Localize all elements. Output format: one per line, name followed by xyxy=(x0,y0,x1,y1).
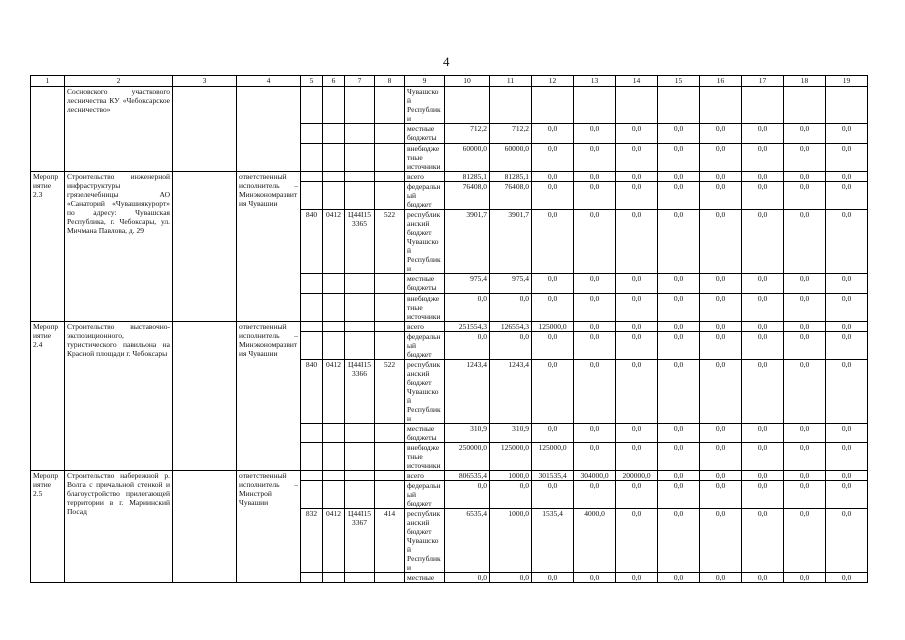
code-cell xyxy=(345,294,375,322)
amount-cell: 0,0 xyxy=(658,471,700,481)
amount-cell: 0,0 xyxy=(532,210,574,274)
amount-cell: 0,0 xyxy=(658,274,700,294)
amount-cell: 0,0 xyxy=(700,509,742,573)
column-header: 13 xyxy=(574,76,616,87)
column-header: 10 xyxy=(445,76,490,87)
amount-cell: 0,0 xyxy=(700,443,742,471)
amount-cell: 0,0 xyxy=(616,210,658,274)
measure-name: Сосновского участкового лесничества КУ «Чебоксарское лесничество» xyxy=(65,87,173,172)
amount-cell xyxy=(742,87,784,124)
amount-cell: 0,0 xyxy=(826,294,868,322)
amount-cell: 0,0 xyxy=(574,443,616,471)
column-header: 3 xyxy=(173,76,237,87)
amount-cell: 0,0 xyxy=(826,509,868,573)
amount-cell: 0,0 xyxy=(784,481,826,509)
amount-cell: 0,0 xyxy=(658,144,700,172)
amount-cell: 0,0 xyxy=(826,172,868,182)
column-header: 16 xyxy=(700,76,742,87)
amount-cell: 0,0 xyxy=(532,182,574,210)
measure-name: Строительство набережной р. Волга с причальной стенкой и благоустройство прилегающей территории в г. Мариинский Посад xyxy=(65,471,173,583)
code-cell xyxy=(301,443,323,471)
amount-cell: 712,2 xyxy=(490,124,532,144)
coexecutor-cell xyxy=(173,87,237,172)
column-header: 4 xyxy=(237,76,301,87)
amount-cell: 0,0 xyxy=(658,332,700,360)
amount-cell: 0,0 xyxy=(826,332,868,360)
amount-cell: 0,0 xyxy=(826,360,868,424)
measure-id: Мероприятие 2.3 xyxy=(31,172,65,322)
amount-cell: 1000,0 xyxy=(490,471,532,481)
vr-code: 414 xyxy=(375,509,405,573)
amount-cell: 0,0 xyxy=(616,481,658,509)
funding-source: республиканский бюджет Чувашской Республики xyxy=(405,509,445,573)
amount-cell: 0,0 xyxy=(742,274,784,294)
amount-cell: 0,0 xyxy=(445,481,490,509)
amount-cell: 0,0 xyxy=(700,294,742,322)
amount-cell xyxy=(826,87,868,124)
measure-name: Строительство инженерной инфраструктуры грязелечебницы АО «Санаторий «Чувашиякурорт» по адресу: Чувашская Республика, г. Чебоксары, ул. Мичмана Павлова, д. 29 xyxy=(65,172,173,322)
code-cell xyxy=(301,471,323,481)
amount-cell: 301535,4 xyxy=(532,471,574,481)
amount-cell: 0,0 xyxy=(574,144,616,172)
amount-cell: 0,0 xyxy=(532,144,574,172)
amount-cell: 0,0 xyxy=(658,322,700,332)
code-cell xyxy=(345,322,375,332)
amount-cell: 250000,0 xyxy=(445,443,490,471)
code-cell xyxy=(301,124,323,144)
amount-cell: 0,0 xyxy=(532,360,574,424)
csr-code: Ц44І15 3365 xyxy=(345,210,375,274)
column-header: 7 xyxy=(345,76,375,87)
amount-cell: 125000,0 xyxy=(490,443,532,471)
amount-cell: 0,0 xyxy=(658,172,700,182)
amount-cell: 0,0 xyxy=(826,182,868,210)
code-cell xyxy=(301,573,323,583)
amount-cell: 6535,4 xyxy=(445,509,490,573)
amount-cell: 0,0 xyxy=(574,360,616,424)
amount-cell: 0,0 xyxy=(784,360,826,424)
amount-cell: 0,0 xyxy=(574,481,616,509)
code-cell xyxy=(375,424,405,443)
funding-source: республиканский бюджет Чувашской Республики xyxy=(405,210,445,274)
amount-cell: 0,0 xyxy=(658,124,700,144)
amount-cell: 0,0 xyxy=(742,573,784,583)
funding-source: федеральный бюджет xyxy=(405,182,445,210)
amount-cell: 0,0 xyxy=(784,210,826,274)
amount-cell: 0,0 xyxy=(742,471,784,481)
column-header: 11 xyxy=(490,76,532,87)
executor-cell: ответственный исполнитель – Минстрой Чувашии xyxy=(237,471,301,583)
rz-code: 0412 xyxy=(323,509,345,573)
amount-cell: 0,0 xyxy=(574,573,616,583)
amount-cell: 81285,1 xyxy=(445,172,490,182)
funding-source: внебюджетные источники xyxy=(405,144,445,172)
amount-cell: 0,0 xyxy=(532,573,574,583)
measure-id: Мероприятие 2.4 xyxy=(31,322,65,471)
code-cell xyxy=(345,124,375,144)
amount-cell: 1000,0 xyxy=(490,509,532,573)
amount-cell: 0,0 xyxy=(700,424,742,443)
csr-code: Ц44І15 3366 xyxy=(345,360,375,424)
table-row xyxy=(31,322,868,332)
amount-cell: 0,0 xyxy=(700,172,742,182)
funding-source: всего xyxy=(405,172,445,182)
amount-cell: 0,0 xyxy=(574,332,616,360)
code-cell xyxy=(375,443,405,471)
code-cell xyxy=(323,182,345,210)
amount-cell: 1243,4 xyxy=(445,360,490,424)
code-cell xyxy=(375,172,405,182)
vr-code: 522 xyxy=(375,360,405,424)
amount-cell: 1535,4 xyxy=(532,509,574,573)
amount-cell: 0,0 xyxy=(826,443,868,471)
amount-cell: 0,0 xyxy=(658,360,700,424)
amount-cell: 0,0 xyxy=(616,294,658,322)
amount-cell: 0,0 xyxy=(616,360,658,424)
amount-cell: 0,0 xyxy=(700,360,742,424)
code-cell xyxy=(375,481,405,509)
amount-cell: 0,0 xyxy=(826,322,868,332)
amount-cell: 200000,0 xyxy=(616,471,658,481)
funding-source: федеральный бюджет xyxy=(405,332,445,360)
amount-cell: 0,0 xyxy=(490,573,532,583)
code-cell xyxy=(323,172,345,182)
funding-source: всего xyxy=(405,322,445,332)
amount-cell xyxy=(445,87,490,124)
rz-code: 0412 xyxy=(323,210,345,274)
amount-cell: 806535,4 xyxy=(445,471,490,481)
executor-cell: ответственный исполнитель – Минэкономразвития Чувашии xyxy=(237,172,301,322)
amount-cell: 0,0 xyxy=(574,424,616,443)
amount-cell: 0,0 xyxy=(742,360,784,424)
amount-cell: 0,0 xyxy=(700,124,742,144)
amount-cell xyxy=(700,87,742,124)
vr-code: 522 xyxy=(375,210,405,274)
code-cell xyxy=(375,182,405,210)
code-cell xyxy=(323,481,345,509)
amount-cell: 251554,3 xyxy=(445,322,490,332)
amount-cell: 0,0 xyxy=(616,332,658,360)
code-cell xyxy=(323,443,345,471)
amount-cell: 0,0 xyxy=(826,274,868,294)
grbs-code: 840 xyxy=(301,360,323,424)
amount-cell: 0,0 xyxy=(658,182,700,210)
amount-cell: 0,0 xyxy=(616,144,658,172)
amount-cell: 0,0 xyxy=(826,471,868,481)
amount-cell: 0,0 xyxy=(658,481,700,509)
code-cell xyxy=(375,322,405,332)
measure-id: Мероприятие 2.5 xyxy=(31,471,65,583)
funding-source: федеральный бюджет xyxy=(405,481,445,509)
amount-cell xyxy=(490,87,532,124)
coexecutor-cell xyxy=(173,322,237,471)
amount-cell: 0,0 xyxy=(574,274,616,294)
code-cell xyxy=(323,124,345,144)
amount-cell: 0,0 xyxy=(616,509,658,573)
amount-cell: 0,0 xyxy=(784,471,826,481)
column-header: 19 xyxy=(826,76,868,87)
budget-table xyxy=(30,75,868,583)
amount-cell: 0,0 xyxy=(574,124,616,144)
amount-cell: 0,0 xyxy=(700,481,742,509)
page-number: 4 xyxy=(443,54,450,69)
code-cell xyxy=(345,471,375,481)
amount-cell: 0,0 xyxy=(784,443,826,471)
grbs-code: 840 xyxy=(301,210,323,274)
amount-cell: 0,0 xyxy=(616,573,658,583)
amount-cell: 0,0 xyxy=(700,471,742,481)
amount-cell: 0,0 xyxy=(532,274,574,294)
amount-cell: 0,0 xyxy=(742,182,784,210)
code-cell xyxy=(323,424,345,443)
amount-cell: 0,0 xyxy=(490,332,532,360)
amount-cell: 0,0 xyxy=(616,443,658,471)
funding-source: местные бюджеты xyxy=(405,124,445,144)
amount-cell: 0,0 xyxy=(616,172,658,182)
amount-cell: 126554,3 xyxy=(490,322,532,332)
amount-cell: 0,0 xyxy=(742,294,784,322)
amount-cell: 304000,0 xyxy=(574,471,616,481)
code-cell xyxy=(375,274,405,294)
amount-cell: 0,0 xyxy=(700,332,742,360)
amount-cell: 0,0 xyxy=(700,210,742,274)
amount-cell: 0,0 xyxy=(445,332,490,360)
grbs-code: 832 xyxy=(301,509,323,573)
code-cell xyxy=(345,573,375,583)
code-cell xyxy=(301,144,323,172)
amount-cell: 125000,0 xyxy=(532,443,574,471)
amount-cell: 0,0 xyxy=(826,481,868,509)
amount-cell: 0,0 xyxy=(784,274,826,294)
amount-cell: 0,0 xyxy=(700,274,742,294)
amount-cell: 0,0 xyxy=(532,124,574,144)
code-cell xyxy=(323,294,345,322)
table-row xyxy=(31,471,868,481)
code-cell xyxy=(301,294,323,322)
code-cell xyxy=(301,481,323,509)
code-cell xyxy=(345,87,375,124)
amount-cell: 0,0 xyxy=(616,424,658,443)
amount-cell xyxy=(532,87,574,124)
csr-code: Ц44І15 3367 xyxy=(345,509,375,573)
code-cell xyxy=(375,124,405,144)
code-cell xyxy=(323,274,345,294)
amount-cell: 0,0 xyxy=(532,332,574,360)
amount-cell: 0,0 xyxy=(826,573,868,583)
amount-cell: 76408,0 xyxy=(490,182,532,210)
code-cell xyxy=(345,481,375,509)
code-cell xyxy=(301,274,323,294)
amount-cell: 0,0 xyxy=(784,144,826,172)
amount-cell: 0,0 xyxy=(742,509,784,573)
column-header: 15 xyxy=(658,76,700,87)
code-cell xyxy=(301,322,323,332)
code-cell xyxy=(323,87,345,124)
column-header: 9 xyxy=(405,76,445,87)
amount-cell: 0,0 xyxy=(784,424,826,443)
column-header: 18 xyxy=(784,76,826,87)
amount-cell: 0,0 xyxy=(826,144,868,172)
amount-cell: 0,0 xyxy=(784,509,826,573)
coexecutor-cell xyxy=(173,172,237,322)
amount-cell: 0,0 xyxy=(784,182,826,210)
table-row xyxy=(31,87,868,124)
amount-cell: 60000,0 xyxy=(490,144,532,172)
code-cell xyxy=(345,182,375,210)
amount-cell xyxy=(574,87,616,124)
funding-source: местные xyxy=(405,573,445,583)
amount-cell: 0,0 xyxy=(700,322,742,332)
funding-source: Чувашской Республики xyxy=(405,87,445,124)
column-header: 5 xyxy=(301,76,323,87)
amount-cell: 0,0 xyxy=(490,481,532,509)
amount-cell: 712,2 xyxy=(445,124,490,144)
code-cell xyxy=(323,471,345,481)
amount-cell: 310,9 xyxy=(490,424,532,443)
funding-source: внебюджетные источники xyxy=(405,294,445,322)
amount-cell: 0,0 xyxy=(742,443,784,471)
amount-cell: 310,9 xyxy=(445,424,490,443)
funding-source: местные бюджеты xyxy=(405,424,445,443)
amount-cell: 0,0 xyxy=(742,172,784,182)
column-header: 1 xyxy=(31,76,65,87)
rz-code: 0412 xyxy=(323,360,345,424)
amount-cell: 0,0 xyxy=(784,573,826,583)
amount-cell: 0,0 xyxy=(784,294,826,322)
amount-cell: 0,0 xyxy=(742,424,784,443)
amount-cell: 0,0 xyxy=(445,573,490,583)
amount-cell: 0,0 xyxy=(658,443,700,471)
code-cell xyxy=(375,294,405,322)
amount-cell: 0,0 xyxy=(616,124,658,144)
code-cell xyxy=(345,443,375,471)
amount-cell: 0,0 xyxy=(742,322,784,332)
coexecutor-cell xyxy=(173,471,237,583)
measure-id xyxy=(31,87,65,172)
amount-cell: 975,4 xyxy=(490,274,532,294)
code-cell xyxy=(301,332,323,360)
amount-cell: 0,0 xyxy=(574,210,616,274)
column-header: 17 xyxy=(742,76,784,87)
amount-cell: 0,0 xyxy=(616,322,658,332)
amount-cell: 0,0 xyxy=(742,210,784,274)
amount-cell: 0,0 xyxy=(616,182,658,210)
code-cell xyxy=(323,322,345,332)
amount-cell: 0,0 xyxy=(742,144,784,172)
column-header: 6 xyxy=(323,76,345,87)
measure-name: Строительство выставочно-экспозиционного, туристического павильона на Красной площади г. Чебоксары xyxy=(65,322,173,471)
amount-cell: 0,0 xyxy=(658,294,700,322)
code-cell xyxy=(345,332,375,360)
amount-cell: 0,0 xyxy=(784,124,826,144)
code-cell xyxy=(375,332,405,360)
amount-cell: 0,0 xyxy=(658,210,700,274)
code-cell xyxy=(323,573,345,583)
amount-cell: 0,0 xyxy=(532,172,574,182)
amount-cell: 0,0 xyxy=(826,424,868,443)
code-cell xyxy=(345,274,375,294)
funding-source: всего xyxy=(405,471,445,481)
executor-cell xyxy=(237,87,301,172)
code-cell xyxy=(301,182,323,210)
code-cell xyxy=(301,172,323,182)
amount-cell: 0,0 xyxy=(784,332,826,360)
amount-cell: 0,0 xyxy=(784,172,826,182)
column-header: 14 xyxy=(616,76,658,87)
code-cell xyxy=(323,144,345,172)
amount-cell: 0,0 xyxy=(532,481,574,509)
amount-cell: 0,0 xyxy=(826,124,868,144)
amount-cell: 0,0 xyxy=(658,424,700,443)
code-cell xyxy=(375,87,405,124)
amount-cell: 0,0 xyxy=(826,210,868,274)
amount-cell: 0,0 xyxy=(742,124,784,144)
amount-cell: 3901,7 xyxy=(490,210,532,274)
amount-cell xyxy=(616,87,658,124)
funding-source: республиканский бюджет Чувашской Республики xyxy=(405,360,445,424)
amount-cell xyxy=(658,87,700,124)
amount-cell: 0,0 xyxy=(574,182,616,210)
amount-cell: 4000,0 xyxy=(574,509,616,573)
amount-cell: 0,0 xyxy=(700,182,742,210)
code-cell xyxy=(375,471,405,481)
code-cell xyxy=(345,424,375,443)
code-cell xyxy=(323,332,345,360)
amount-cell: 60000,0 xyxy=(445,144,490,172)
code-cell xyxy=(375,573,405,583)
code-cell xyxy=(375,144,405,172)
amount-cell: 0,0 xyxy=(784,322,826,332)
table-row xyxy=(31,172,868,182)
amount-cell: 975,4 xyxy=(445,274,490,294)
amount-cell xyxy=(784,87,826,124)
code-cell xyxy=(345,144,375,172)
amount-cell: 0,0 xyxy=(574,172,616,182)
amount-cell: 0,0 xyxy=(532,294,574,322)
amount-cell: 3901,7 xyxy=(445,210,490,274)
amount-cell: 81285,1 xyxy=(490,172,532,182)
executor-cell: ответственный исполнитель – Минэкономразвития Чувашии xyxy=(237,322,301,471)
amount-cell: 0,0 xyxy=(532,424,574,443)
amount-cell: 0,0 xyxy=(658,509,700,573)
amount-cell: 76408,0 xyxy=(445,182,490,210)
funding-source: местные бюджеты xyxy=(405,274,445,294)
amount-cell: 0,0 xyxy=(445,294,490,322)
amount-cell: 0,0 xyxy=(574,322,616,332)
header-row xyxy=(31,76,868,87)
column-header: 8 xyxy=(375,76,405,87)
code-cell xyxy=(345,172,375,182)
amount-cell: 125000,0 xyxy=(532,322,574,332)
code-cell xyxy=(301,424,323,443)
amount-cell: 0,0 xyxy=(658,573,700,583)
column-header: 12 xyxy=(532,76,574,87)
amount-cell: 0,0 xyxy=(700,144,742,172)
amount-cell: 0,0 xyxy=(616,274,658,294)
code-cell xyxy=(301,87,323,124)
amount-cell: 1243,4 xyxy=(490,360,532,424)
amount-cell: 0,0 xyxy=(574,294,616,322)
amount-cell: 0,0 xyxy=(700,573,742,583)
funding-source: внебюджетные источники xyxy=(405,443,445,471)
amount-cell: 0,0 xyxy=(742,481,784,509)
amount-cell: 0,0 xyxy=(742,332,784,360)
column-header: 2 xyxy=(65,76,173,87)
amount-cell: 0,0 xyxy=(490,294,532,322)
